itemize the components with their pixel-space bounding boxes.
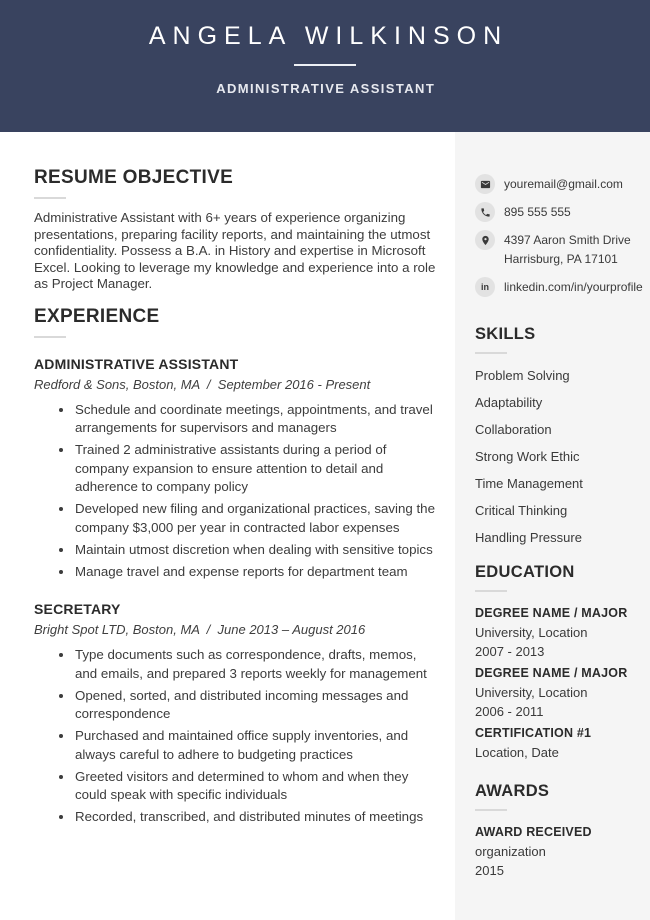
location-icon xyxy=(475,230,495,250)
job-title: SECRETARY xyxy=(34,601,121,617)
skill-item: Problem Solving xyxy=(475,368,570,383)
skills-heading: SKILLS xyxy=(475,325,536,343)
contact-linkedin-row xyxy=(475,277,643,297)
education-entry xyxy=(475,604,643,661)
degree-dates: 2006 - 2011 xyxy=(475,704,544,719)
job-bullet: • Manage travel and expense reports for department team xyxy=(74,563,439,582)
degree-school: University, Location xyxy=(475,625,588,640)
person-name: ANGELA WILKINSON xyxy=(148,22,509,50)
job-bullet: • Trained 2 administrative assistants during a period of company expansion to ensure attention to detail and adherence to company policy xyxy=(74,441,439,497)
job-title: ADMINISTRATIVE ASSISTANT xyxy=(34,355,239,372)
linkedin-icon: in xyxy=(475,277,495,297)
contact-linkedin: linkedin.com/in/yourprofile xyxy=(504,280,643,294)
job-bullet: • Purchased and maintained office supply inventories, and always careful to adhere to budgeting practices xyxy=(74,727,439,764)
job-bullet: • Recorded, transcribed, and distributed minutes of meetings xyxy=(74,808,439,827)
skills-list xyxy=(475,367,643,547)
skill-item: Strong Work Ethic xyxy=(475,449,580,464)
heading-underline xyxy=(475,352,507,354)
degree-title: DEGREE NAME / MAJOR xyxy=(475,666,628,680)
contact-address-line2: Harrisburg, PA 17101 xyxy=(504,252,618,266)
job-bullet: • Maintain utmost discretion when dealing with sensitive topics xyxy=(74,541,439,560)
job-bullet-list xyxy=(34,401,439,582)
experience-heading: EXPERIENCE xyxy=(34,305,160,327)
award-organization: organization xyxy=(475,844,546,859)
section-resume-objective xyxy=(34,168,439,293)
job-bullet: • Developed new filing and organizational practices, saving the company $3,000 per year in contracted labor expenses xyxy=(74,500,439,537)
certification-detail: Location, Date xyxy=(475,745,559,760)
contact-address-row xyxy=(475,230,643,269)
contact-address-line1: 4397 Aaron Smith Drive xyxy=(504,233,631,247)
resume-body xyxy=(0,132,650,920)
degree-dates: 2007 - 2013 xyxy=(475,644,545,659)
heading-underline xyxy=(34,197,66,199)
skill-item: Critical Thinking xyxy=(475,503,568,518)
job-bullet: • Greeted visitors and determined to whom and when they could speak with specific individuals xyxy=(74,768,439,805)
sidebar-column xyxy=(455,132,650,920)
award-year: 2015 xyxy=(475,863,504,878)
phone-icon xyxy=(475,202,495,222)
main-column xyxy=(0,132,455,920)
heading-underline xyxy=(475,809,507,811)
skill-item: Handling Pressure xyxy=(475,530,582,545)
section-education xyxy=(475,563,643,762)
email-icon xyxy=(475,174,495,194)
heading-underline xyxy=(475,590,507,592)
section-experience xyxy=(34,307,439,827)
job-entry xyxy=(34,356,439,582)
job-company-dates: Bright Spot LTD, Boston, MA / June 2013 – August 2016 xyxy=(34,622,366,637)
resume-objective-heading: RESUME OBJECTIVE xyxy=(34,167,234,188)
award-title: AWARD RECEIVED xyxy=(475,825,592,839)
education-entry xyxy=(475,664,643,721)
resume-header xyxy=(0,0,650,132)
skill-item: Adaptability xyxy=(475,395,543,410)
header-divider xyxy=(294,64,356,66)
contact-block xyxy=(475,174,643,297)
contact-email-row xyxy=(475,174,643,194)
education-heading: EDUCATION xyxy=(475,563,575,581)
job-bullet-list xyxy=(34,646,439,827)
skill-item: Time Management xyxy=(475,476,583,491)
job-bullet: • Type documents such as correspondence, drafts, memos, and emails, and prepared 3 reports weekly for management xyxy=(74,646,439,683)
resume-objective-text: Administrative Assistant with 6+ years of experience organizing presentations, preparing facility reports, and maintaining the utmost confidentiality. Possess a B.A. in History and expertise in Microsoft Excel. Looking to leverage my knowledge and experience into a role as Project Manager. xyxy=(34,210,436,291)
section-skills xyxy=(475,325,643,547)
job-entry xyxy=(34,601,439,827)
award-entry xyxy=(475,823,643,880)
job-bullet: • Opened, sorted, and distributed incoming messages and correspondence xyxy=(74,687,439,724)
certification-title: CERTIFICATION #1 xyxy=(475,726,592,740)
degree-title: DEGREE NAME / MAJOR xyxy=(475,606,628,620)
contact-phone: 895 555 555 xyxy=(504,205,571,219)
awards-heading: AWARDS xyxy=(475,782,550,800)
skill-item: Collaboration xyxy=(475,422,552,437)
job-company-dates: Redford & Sons, Boston, MA / September 2016 - Present xyxy=(34,376,371,392)
contact-address xyxy=(504,230,631,269)
job-bullet: • Schedule and coordinate meetings, appointments, and travel arrangements for supervisors and managers xyxy=(74,401,439,438)
section-awards xyxy=(475,782,643,880)
education-entry xyxy=(475,724,643,762)
contact-email: youremail@gmail.com xyxy=(504,177,623,191)
degree-school: University, Location xyxy=(475,685,588,700)
heading-underline xyxy=(34,336,66,338)
person-job-title: ADMINISTRATIVE ASSISTANT xyxy=(216,81,436,96)
contact-phone-row xyxy=(475,202,643,222)
